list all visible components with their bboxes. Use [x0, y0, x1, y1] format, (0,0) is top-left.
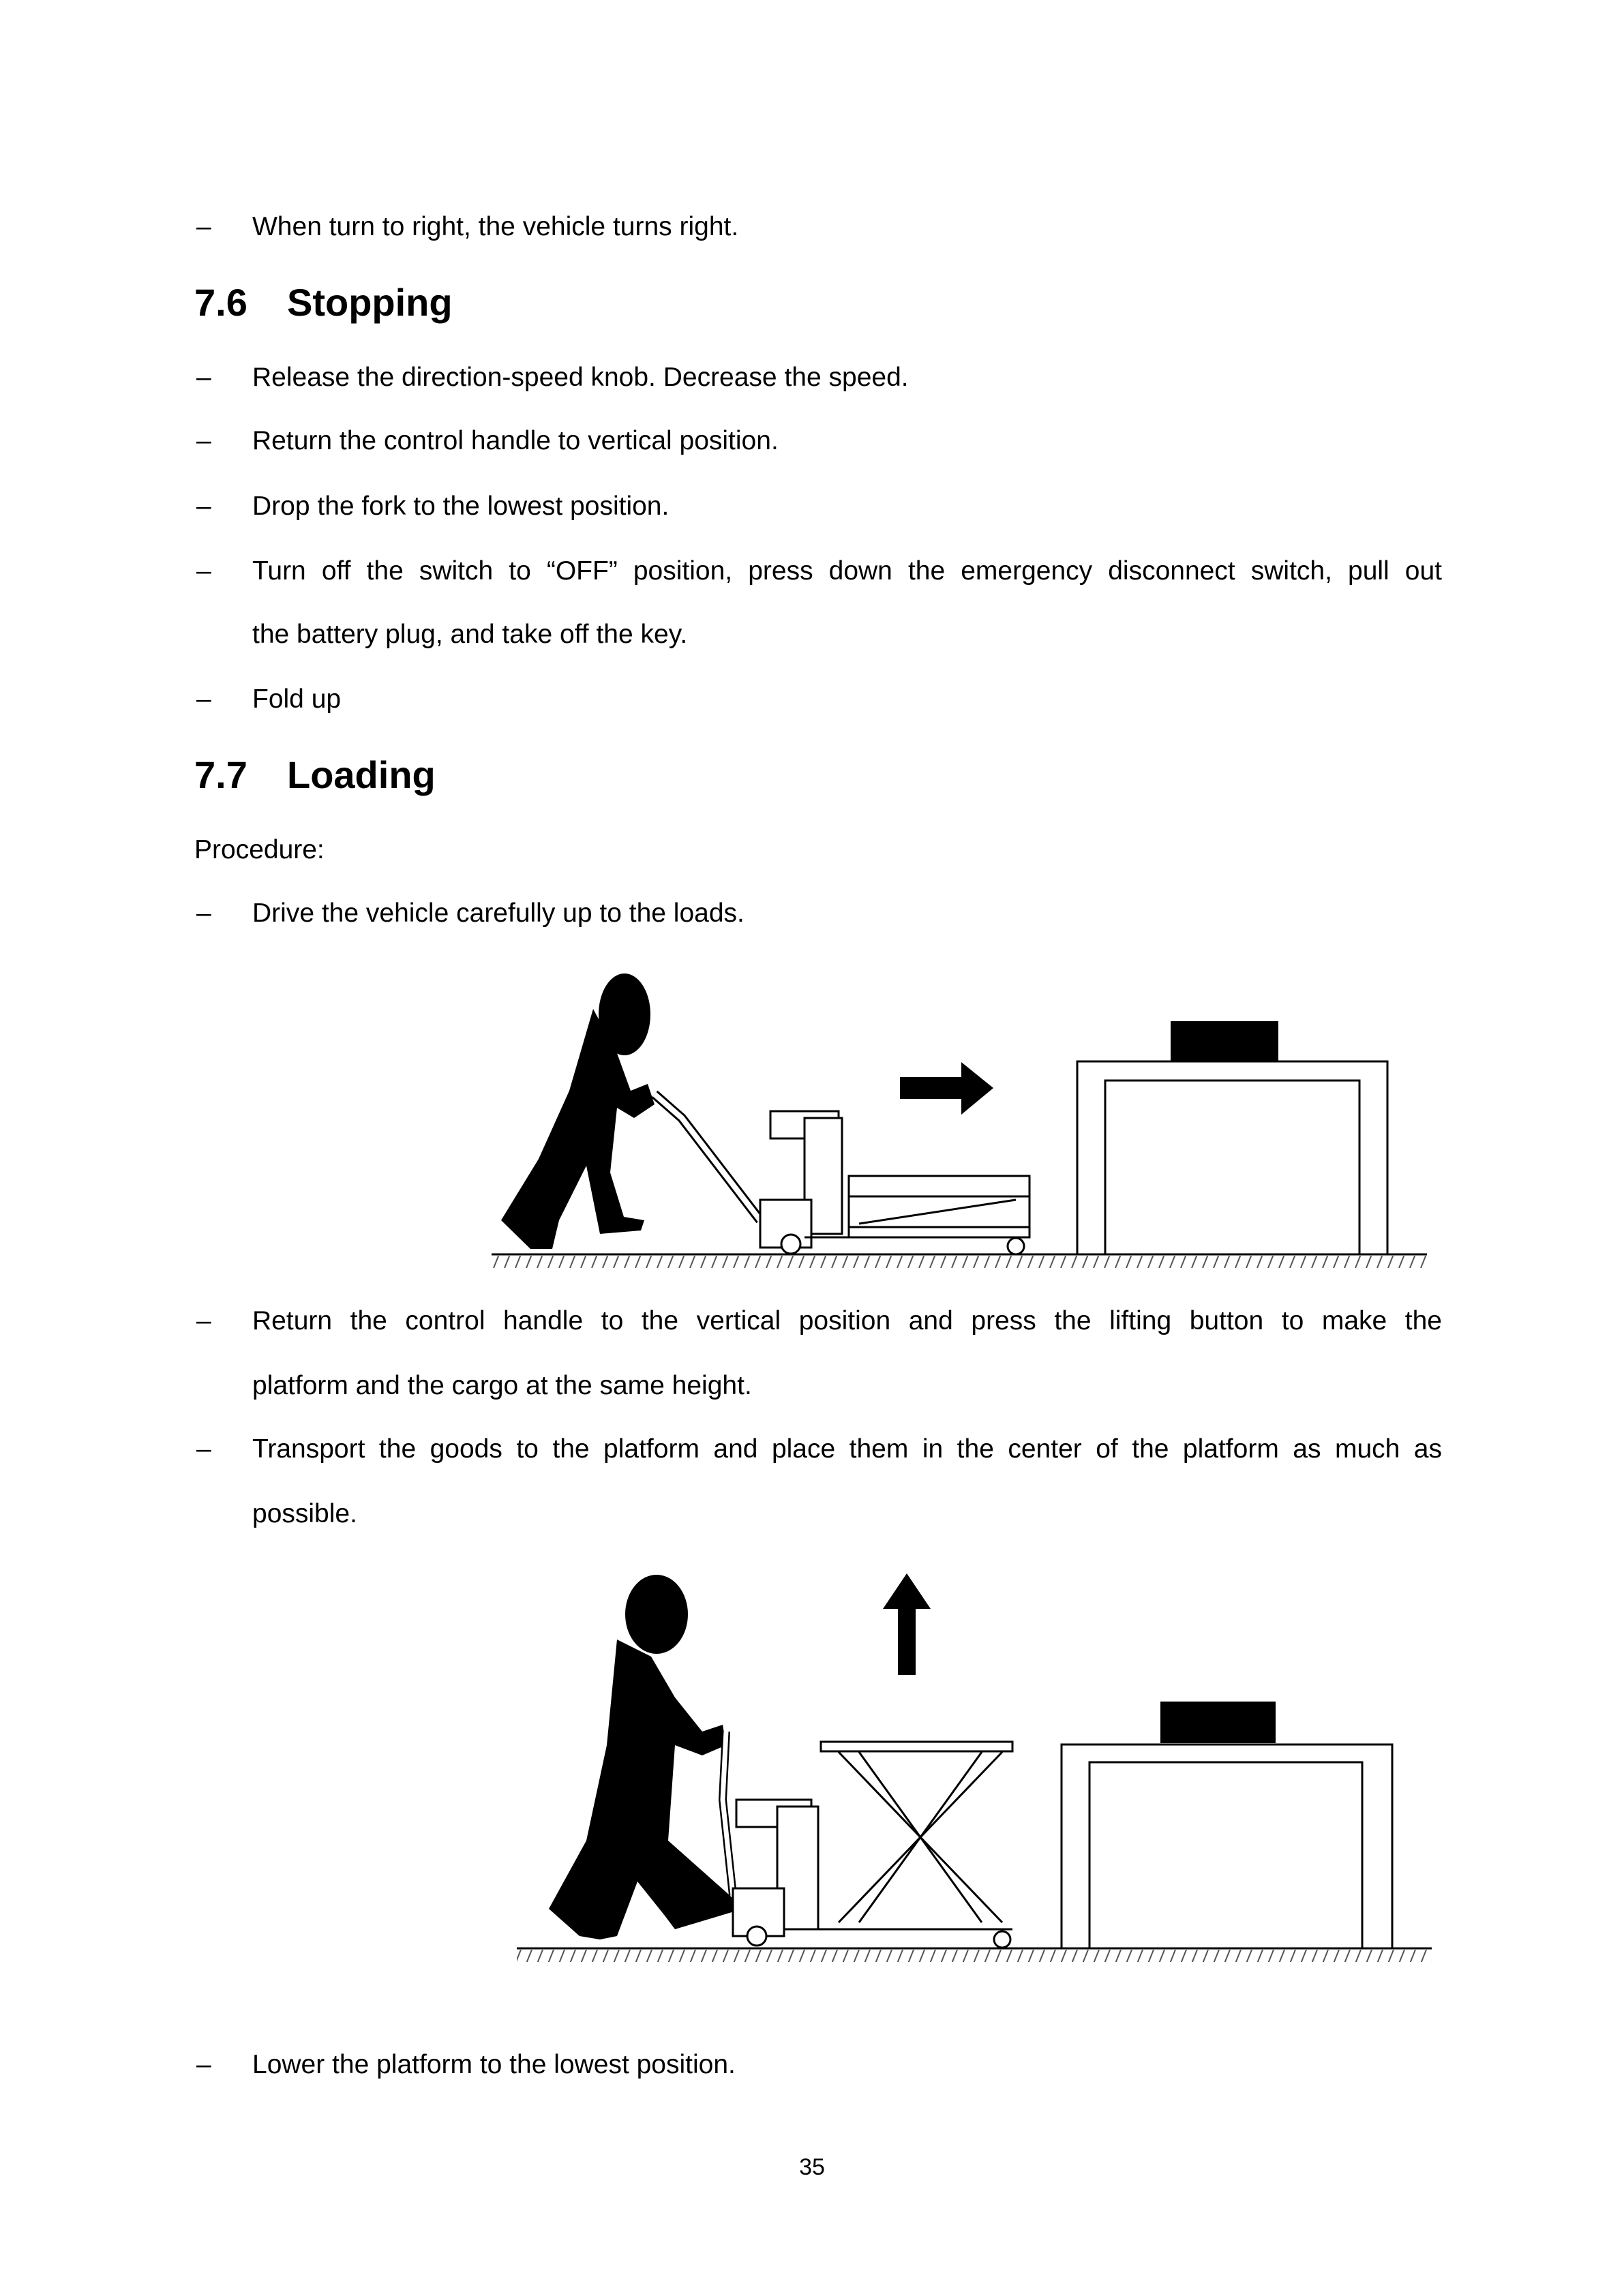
operator-silhouette — [549, 1575, 743, 1939]
bullet-dash: – — [196, 684, 211, 714]
figure-lift-platform — [517, 1573, 1432, 1962]
figure-drive-to-load — [492, 973, 1427, 1268]
list-item: Turn off the switch to “OFF” position, press down the emergency disconnect switch, pull out — [252, 556, 1442, 586]
lift-truck — [655, 1094, 1029, 1254]
cargo-box — [1171, 1021, 1278, 1061]
arrow-up-icon — [883, 1573, 931, 1675]
procedure-label: Procedure: — [194, 835, 325, 864]
arrow-right-icon — [900, 1062, 993, 1115]
ground — [517, 1948, 1432, 1962]
list-item-continuation: platform and the cargo at the same height. — [252, 1371, 752, 1400]
bullet-dash: – — [196, 1306, 211, 1335]
ground — [492, 1254, 1427, 1268]
list-item: Return the control handle to the vertical position and press the lifting button to make the — [252, 1306, 1442, 1335]
list-item: Lower the platform to the lowest position. — [252, 2050, 736, 2079]
section-number: 7.6 — [194, 281, 247, 324]
operator-silhouette — [501, 973, 655, 1249]
target-table — [1062, 1702, 1392, 1948]
section-title: Stopping — [287, 281, 453, 324]
list-item: Return the control handle to vertical position. — [252, 426, 779, 455]
list-item-continuation: possible. — [252, 1499, 357, 1528]
bullet-dash: – — [196, 492, 211, 521]
list-item-continuation: the battery plug, and take off the key. — [252, 620, 688, 649]
bullet-dash: – — [196, 212, 211, 241]
lift-truck — [723, 1732, 1012, 1948]
list-item: Drive the vehicle carefully up to the loads. — [252, 898, 745, 928]
section-number: 7.7 — [194, 753, 247, 796]
bullet-dash: – — [196, 2050, 211, 2079]
list-item: When turn to right, the vehicle turns right. — [252, 212, 739, 241]
cargo-box — [1160, 1702, 1276, 1743]
list-item: Drop the fork to the lowest position. — [252, 492, 670, 521]
bullet-dash: – — [196, 898, 211, 928]
bullet-dash: – — [196, 1434, 211, 1464]
list-item: Fold up — [252, 684, 342, 714]
list-item: Transport the goods to the platform and place them in the center of the platform as much as — [252, 1434, 1442, 1464]
list-item: Release the direction-speed knob. Decrease the speed. — [252, 363, 909, 392]
bullet-dash: – — [196, 363, 211, 392]
page-number: 35 — [799, 2154, 825, 2180]
bullet-dash: – — [196, 426, 211, 455]
section-title: Loading — [287, 753, 436, 796]
bullet-dash: – — [196, 556, 211, 586]
target-table — [1077, 1021, 1387, 1254]
